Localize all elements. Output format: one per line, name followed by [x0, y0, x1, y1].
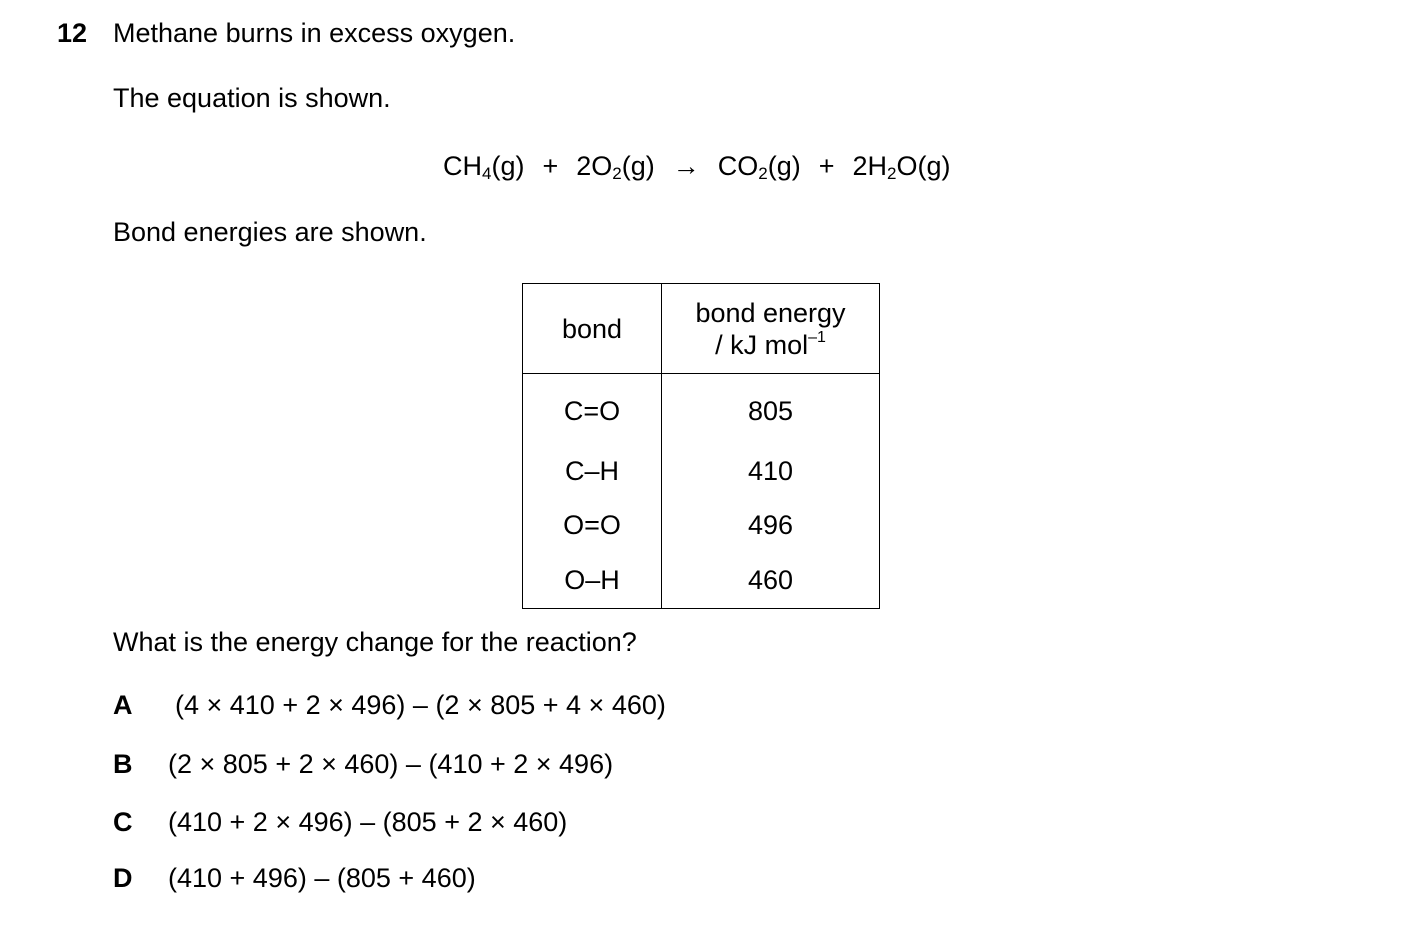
chemical-equation [443, 151, 950, 182]
option-b-text: (2 × 805 + 2 × 460) – (410 + 2 × 496) [168, 749, 614, 779]
header-bond-energy [662, 284, 880, 374]
table-row [523, 552, 880, 609]
question-number: 12 [57, 18, 88, 48]
product-carbon-dioxide: $CO_2(g)$ [717, 151, 801, 183]
bond-cell: C=O [523, 374, 662, 445]
option-d-letter: D [113, 863, 133, 893]
option-c-letter: C [113, 807, 133, 837]
table-row [523, 498, 880, 552]
table-row [523, 444, 880, 498]
table-header-row [523, 284, 880, 374]
plus-sign: + [542, 151, 559, 181]
option-a-letter: A [113, 690, 133, 720]
energy-cell: 410 [662, 444, 880, 498]
reaction-arrow: → [672, 151, 700, 181]
question-prompt: What is the energy change for the reaction? [113, 627, 637, 657]
bond-cell: C–H [523, 444, 662, 498]
energy-cell: 805 [662, 374, 880, 445]
question-title: Methane burns in excess oxygen. [113, 18, 516, 48]
option-a-text: (4 × 410 + 2 × 496) – (2 × 805 + 4 × 460) [175, 690, 666, 720]
header-energy-unit: / kJ mol$^{-1}$ [715, 328, 826, 360]
bond-cell: O–H [523, 552, 662, 609]
option-d-text: (410 + 496) – (805 + 460) [168, 863, 476, 893]
product-water: $2H_2O(g)$ [852, 151, 951, 183]
option-c-text: (410 + 2 × 496) – (805 + 2 × 460) [168, 807, 568, 837]
plus-sign: + [818, 151, 835, 181]
option-b-letter: B [113, 749, 133, 779]
bond-cell: O=O [523, 498, 662, 552]
bond-energy-table [522, 283, 880, 609]
header-energy-label: bond energy [695, 297, 846, 328]
equation-intro: The equation is shown. [113, 83, 391, 113]
header-bond: bond [523, 284, 662, 374]
energy-cell: 460 [662, 552, 880, 609]
energy-cell: 496 [662, 498, 880, 552]
reactant-methane: $CH_4(g)$ [443, 151, 525, 183]
bond-energy-intro: Bond energies are shown. [113, 217, 427, 247]
reactant-oxygen: $2O_2(g)$ [576, 151, 655, 183]
table-row [523, 374, 880, 445]
